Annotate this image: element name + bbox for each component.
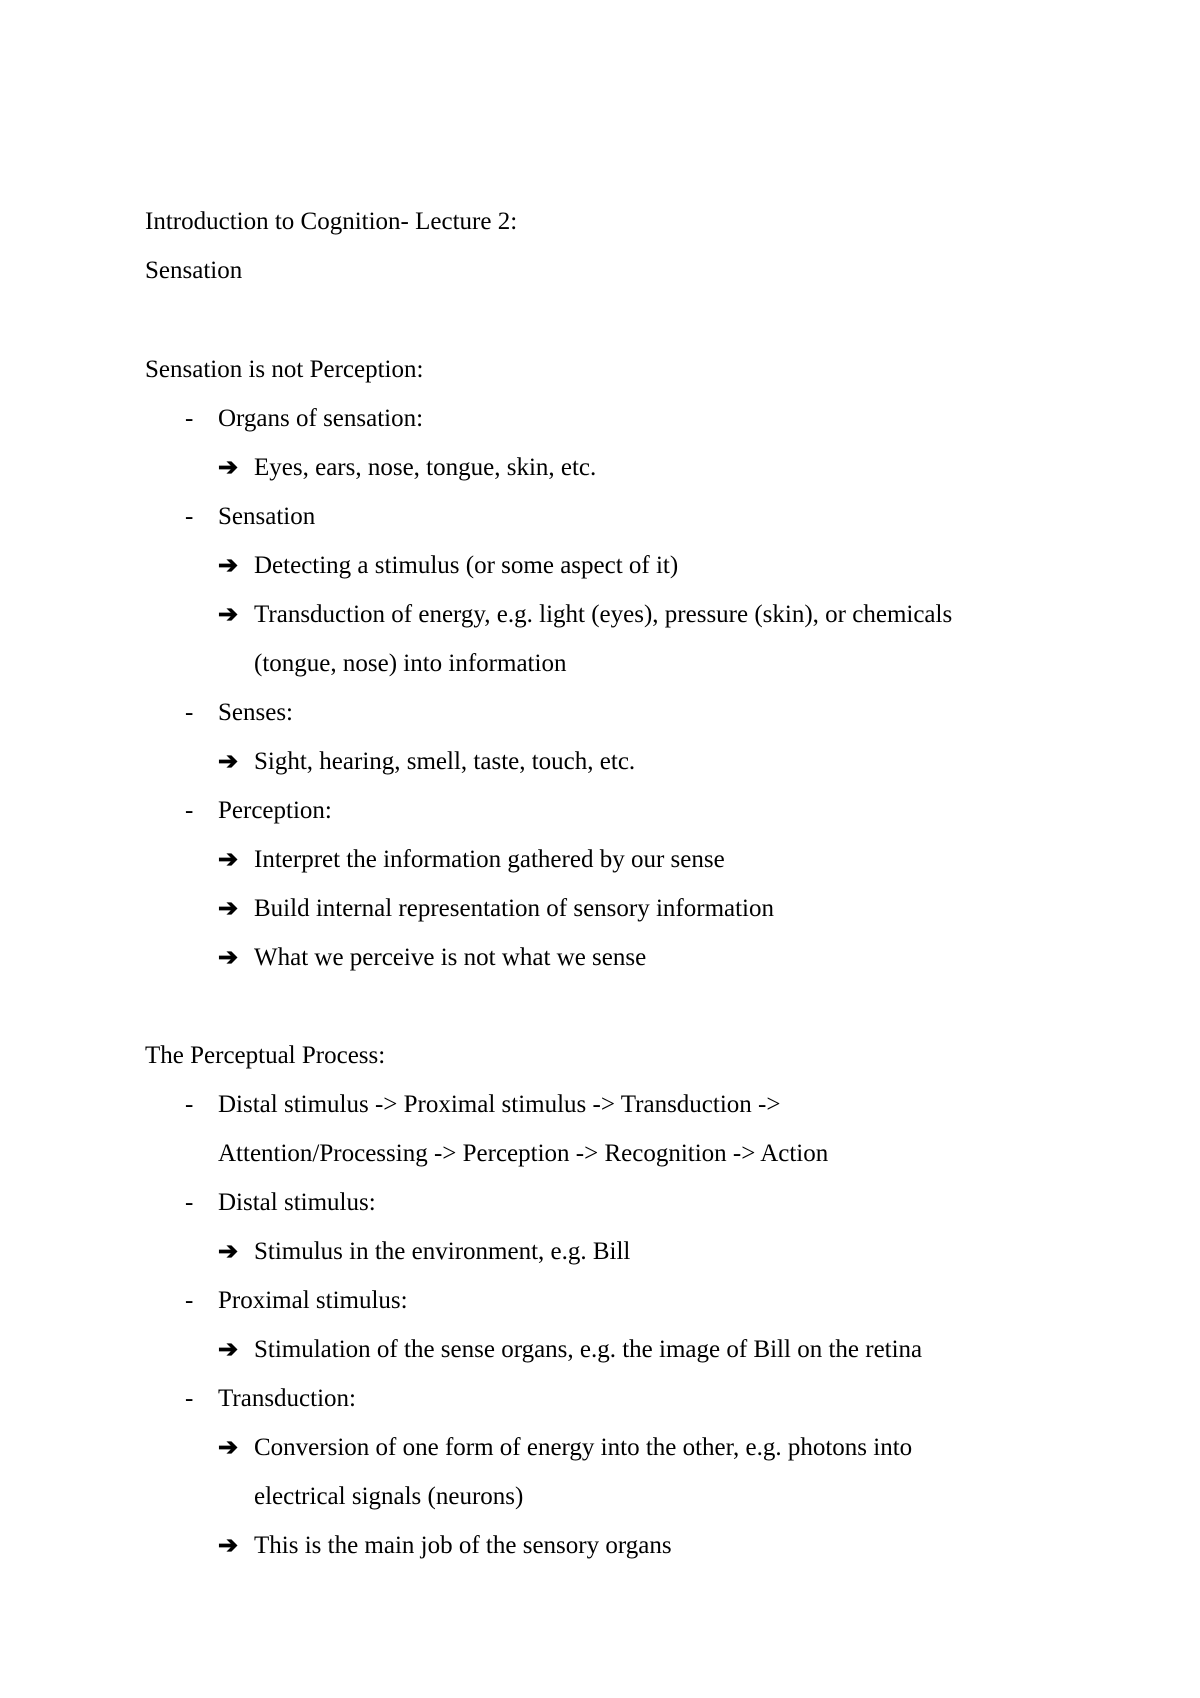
list-item-label: Proximal stimulus: — [218, 1287, 408, 1314]
list-item-point: Conversion of one form of energy into the other, e.g. photons into — [254, 1434, 913, 1461]
list-item-point: Transduction of energy, e.g. light (eyes), pressure (skin), or chemicals — [254, 601, 953, 628]
arrow-icon: ➔ — [218, 945, 239, 971]
list-item-label: Organs of sensation: — [218, 405, 424, 432]
list-item-point: Detecting a stimulus (or some aspect of it) — [254, 552, 679, 579]
bullet-dash: - — [185, 699, 194, 726]
section-heading: Sensation is not Perception: — [145, 356, 424, 383]
arrow-icon: ➔ — [218, 455, 239, 481]
list-item-label: Distal stimulus -> Proximal stimulus -> Transduction -> — [218, 1091, 781, 1118]
list-item-label: Senses: — [218, 699, 293, 726]
bullet-dash: - — [185, 1091, 194, 1118]
list-item-point: Stimulation of the sense organs, e.g. the image of Bill on the retina — [254, 1336, 923, 1363]
arrow-icon: ➔ — [218, 602, 239, 628]
list-item-continuation: Attention/Processing -> Perception -> Recognition -> Action — [218, 1140, 829, 1167]
arrow-icon: ➔ — [218, 553, 239, 579]
list-item-continuation: electrical signals (neurons) — [254, 1483, 524, 1510]
bullet-dash: - — [185, 405, 194, 432]
list-item-point: Sight, hearing, smell, taste, touch, etc. — [254, 748, 636, 775]
list-item-point: Eyes, ears, nose, tongue, skin, etc. — [254, 454, 597, 481]
document-title: Introduction to Cognition- Lecture 2: — [145, 208, 518, 235]
list-item-continuation: (tongue, nose) into information — [254, 650, 567, 677]
arrow-icon: ➔ — [218, 1533, 239, 1559]
bullet-dash: - — [185, 797, 194, 824]
arrow-icon: ➔ — [218, 896, 239, 922]
list-item-point: What we perceive is not what we sense — [254, 944, 647, 971]
arrow-icon: ➔ — [218, 1337, 239, 1363]
list-item-point: Stimulus in the environment, e.g. Bill — [254, 1238, 631, 1265]
arrow-icon: ➔ — [218, 1435, 239, 1461]
arrow-icon: ➔ — [218, 847, 239, 873]
arrow-icon: ➔ — [218, 1239, 239, 1265]
bullet-dash: - — [185, 503, 194, 530]
list-item-label: Sensation — [218, 503, 316, 530]
bullet-dash: - — [185, 1189, 194, 1216]
document-subtitle: Sensation — [145, 257, 243, 284]
list-item-point: Interpret the information gathered by our sense — [254, 846, 725, 873]
bullet-dash: - — [185, 1287, 194, 1314]
section-heading: The Perceptual Process: — [145, 1042, 386, 1069]
list-item-label: Perception: — [218, 797, 332, 824]
bullet-dash: - — [185, 1385, 194, 1412]
list-item-point: Build internal representation of sensory information — [254, 895, 775, 922]
list-item-point: This is the main job of the sensory organs — [254, 1532, 672, 1559]
list-item-label: Transduction: — [218, 1385, 356, 1412]
list-item-label: Distal stimulus: — [218, 1189, 376, 1216]
arrow-icon: ➔ — [218, 749, 239, 775]
